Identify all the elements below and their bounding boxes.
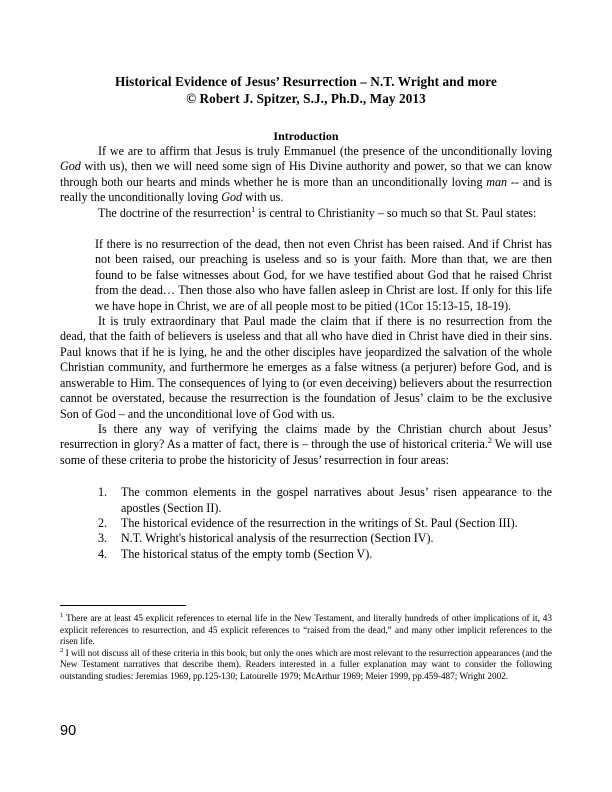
footnote-1-text: There are at least 45 explicit references to eternal life in the New Testament, and literally hundreds of other implications of it, 43 explicit references to resurrection, and 45 explicit references to “raised from the dead,” and many other implicit references to the risen life. <box>60 613 552 647</box>
page-number: 90 <box>60 723 77 739</box>
emphasis-man: man <box>486 174 508 189</box>
footnote-marker-1: 1 <box>60 611 64 619</box>
blockquote-first-corinthians: If there is no resurrection of the dead, then not even Christ has been raised. And if Christ has not been raised, our preaching is useless and so is your faith. More than that, we are then found to be false witnesses about God, for we have testified about God that he raised Christ from the dead… Then those also who have fallen asleep in Christ are lost. If only for this life we have hope in Christ, we are of all people most to be pitied (1Cor 15:13-15, 18-19). <box>95 237 552 313</box>
list-item <box>60 547 552 562</box>
paragraph-doctrine: The doctrine of the resurrection$^1$ is central to Christianity – so much so that St. Paul states: <box>98 204 537 220</box>
list-item <box>60 516 552 531</box>
footnotes-section <box>60 605 552 683</box>
list-item-text: N.T. Wright's historical analysis of the resurrection (Section IV). <box>121 531 434 546</box>
footnote-2 <box>60 648 552 683</box>
list-item-number: 2. <box>98 515 108 530</box>
paragraph-verifying: Is there any way of verifying the claims made by the Christian church about Jesus’ resurrection in glory? As a matter of fact, there is – through the use of historical criteria.$^2$ We will use some of these criteria to probe the historicity of Jesus’ resurrection in four areas: <box>60 421 552 467</box>
paragraph-extraordinary: It is truly extraordinary that Paul made the claim that if there is no resurrection from the dead, that the faith of believers is useless and that all who have died in Christ have died in their sins. Paul knows that if he is lying, he and the other disciples have jeopardized the salvation of the whole Christian community, and furthermore he emerges as a false witness (a perjurer) before God, and is answerable to Him. The consequences of lying to (or even deceiving) believers about the resurrection cannot be overstated, because the resurrection is the foundation of Jesus’ claim to be the exclusive Son of God – and the unconditional love of God with us. <box>60 314 552 421</box>
list-item <box>60 485 552 516</box>
footnote-separator-rule <box>60 605 186 606</box>
title-line-1: Historical Evidence of Jesus’ Resurrection – N.T. Wright and more <box>115 74 497 89</box>
footnote-marker-2: 2 <box>60 646 64 654</box>
footnote-ref-1: 1 <box>251 204 256 214</box>
document-title <box>60 74 552 107</box>
title-line-2: © Robert J. Spitzer, S.J., Ph.D., May 2013 <box>186 90 426 106</box>
list-item-number: 1. <box>98 485 108 500</box>
list-item <box>60 531 552 546</box>
list-item-number: 3. <box>98 531 108 546</box>
section-heading-introduction: Introduction <box>273 129 339 143</box>
paragraph-emmanuel: If we are to affirm that Jesus is truly Emmanuel (the presence of the unconditionally loving God with us), then we will need some sign of His Divine authority and power, so that we can know through both our hearts and minds whether he is more than an unconditionally loving man -- and is really the unconditionally loving God with us. <box>60 144 553 205</box>
emphasis-god: God <box>60 159 81 174</box>
list-item-number: 4. <box>98 546 108 561</box>
footnote-1 <box>60 613 552 648</box>
page-content <box>60 0 552 562</box>
areas-list <box>60 485 552 562</box>
footnote-ref-2: 2 <box>487 436 492 446</box>
list-item-text: The common elements in the gospel narratives about Jesus’ risen appearance to the apostles (Section II). <box>121 485 552 515</box>
list-item-text: The historical evidence of the resurrection in the writings of St. Paul (Section III). <box>121 515 518 530</box>
list-item-text: The historical status of the empty tomb (Section V). <box>121 546 373 561</box>
emphasis-god-2: God <box>221 190 243 205</box>
footnote-2-text: I will not discuss all of these criteria in this book, but only the ones which are most relevant to the resurrection appearances (and the New Testament narratives that describe them). Readers interested in a fuller explanation may want to consider the following outstanding studies: Jeremias 1969, pp.125-130; Latourelle 1979; McArthur 1969; Meier 1999, pp.459-487; Wright 2002. <box>60 647 553 681</box>
